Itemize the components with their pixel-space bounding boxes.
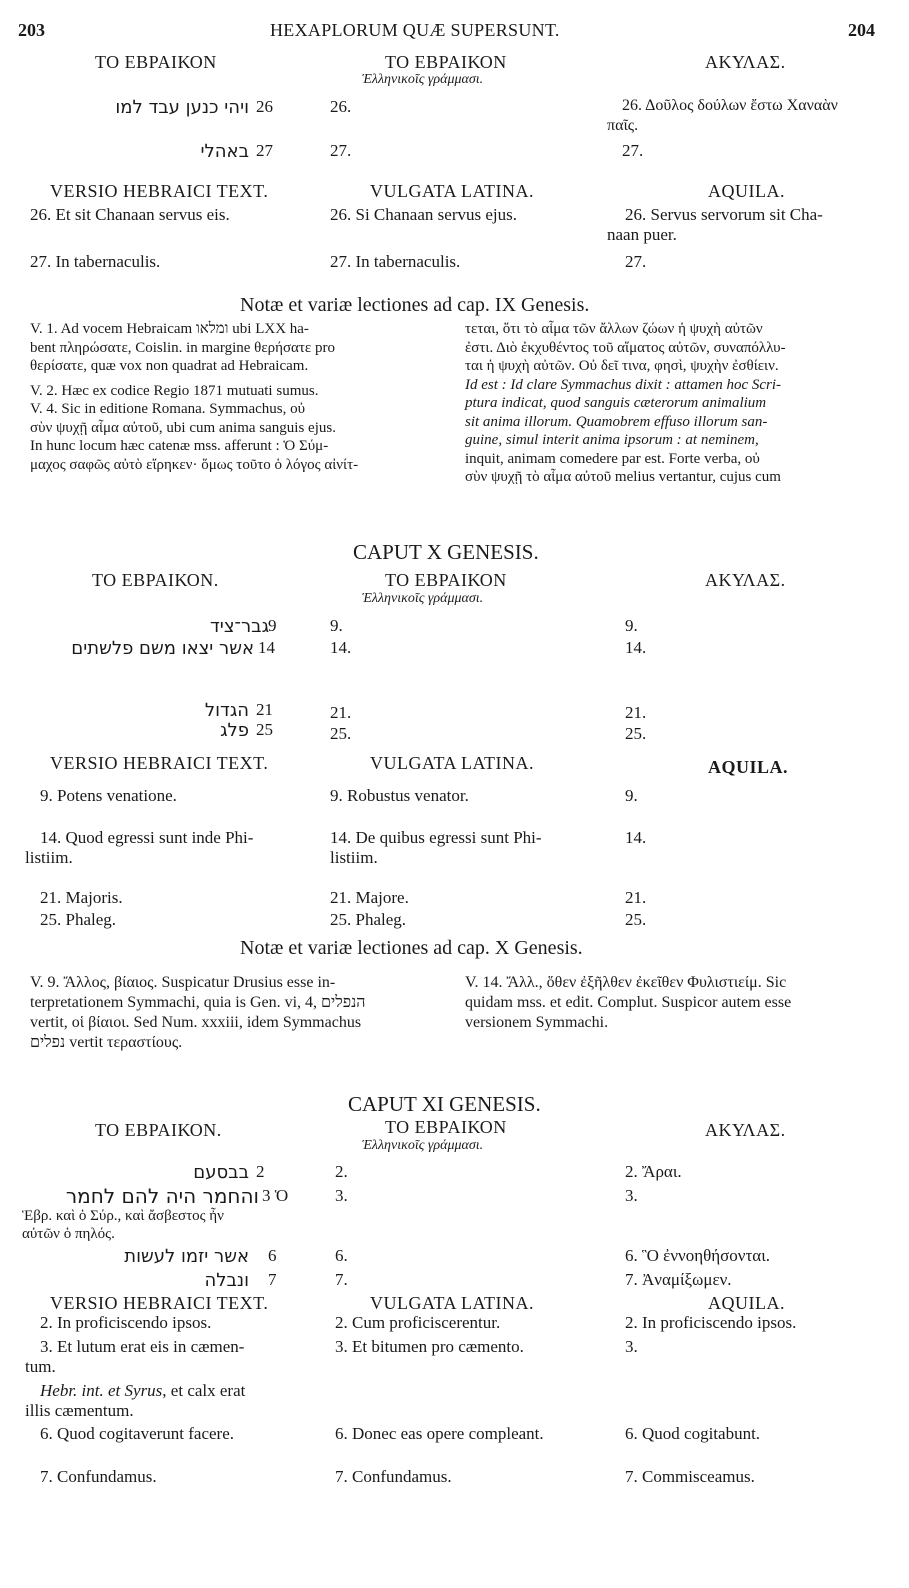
verse-number: 14. — [625, 638, 647, 657]
col-head-greek-letters: ΤΟ ΕΒΡΑΙΚΟΝ — [385, 1117, 507, 1137]
aquila-14: 14. — [625, 828, 647, 847]
vulgata-7: 7. Confundamus. — [335, 1467, 452, 1486]
vulgata-3: 3. Et bitumen pro cæmento. — [335, 1337, 524, 1356]
col-head-versio: VERSIO HEBRAICI TEXT. — [50, 753, 269, 773]
page-number-right: 204 — [848, 20, 875, 40]
note-line: θερίσατε, quæ vox non quadrat ad Hebraicam. — [30, 358, 309, 374]
verse-number: 3 Ὁ — [262, 1186, 289, 1205]
hebrew-verse-6: אשר יזמו לעשות — [124, 1246, 249, 1267]
note-line: versionem Symmachi. — [465, 1014, 609, 1031]
col-head-hebrew: ΤΟ ΕΒΡΑΙΚΟΝ — [95, 52, 217, 72]
notes-cap10-left — [30, 973, 450, 1053]
note-line: guine, simul interit anima ipsorum : at neminem, — [465, 432, 759, 448]
note-line: sit anima illorum. Quamobrem effuso illorum san- — [465, 413, 768, 430]
versio-2: 2. In proficiscendo ipsos. — [40, 1313, 212, 1332]
verse-number: 26 — [256, 97, 273, 116]
caput-x-title: CAPUT X GENESIS. — [353, 540, 539, 564]
aquila-25: 25. — [625, 910, 647, 929]
verse-number: 26. — [330, 97, 352, 116]
vulgata-9: 9. Robustus venator. — [330, 786, 469, 805]
verse-number: 6 — [268, 1246, 277, 1265]
greek-note-3: Ἑβρ. καὶ ὁ Σύρ., καὶ ἄσβεστος ἦν — [22, 1208, 224, 1224]
aquila-greek-6: 6. Ὃ ἐννοηθήσονται. — [625, 1246, 771, 1265]
versio-3: 3. Et lutum erat eis in cæmen- — [40, 1337, 245, 1356]
col-head-hebrew: ΤΟ ΕΒΡΑΙΚΟΝ. — [92, 570, 219, 590]
aquila-greek-26: 26. Δοῦλος δούλων ἔστω Χαναὰν — [622, 97, 838, 114]
note-line: V. 14. Ἄλλ., ὅθεν ἐξῆλθεν ἐκεῖθεν Φυλιστιείμ. Sic — [465, 974, 787, 991]
verse-number: 14. — [330, 638, 352, 657]
greek-note-3-cont: αὐτῶν ὁ πηλός. — [22, 1226, 115, 1242]
versio-14-cont: listiim. — [25, 848, 73, 867]
verse-number: 3. — [335, 1186, 348, 1205]
caput-xi-title: CAPUT XI GENESIS. — [348, 1092, 541, 1116]
versio-27: 27. In tabernaculis. — [30, 252, 161, 271]
versio-3-cont: tum. — [25, 1357, 56, 1376]
vulgata-14-cont: listiim. — [330, 848, 378, 867]
notes-cap9-right — [465, 320, 880, 487]
col-head-versio: VERSIO HEBRAICI TEXT. — [50, 1293, 269, 1313]
vulgata-27: 27. In tabernaculis. — [330, 252, 461, 271]
note-line: τεται, ὅτι τὸ αἷμα τῶν ἄλλων ζώων ἡ ψυχὴ αὐτῶν — [465, 321, 763, 337]
col-head-aquila-greek: ΑΚΥΛΑΣ. — [705, 570, 786, 590]
note-line: terpretationem Symmachi, quia is Gen. vi, 4, הנפלים — [30, 994, 366, 1011]
note-line: quidam mss. et edit. Complut. Suspicor autem esse — [465, 994, 792, 1011]
running-title: HEXAPLORUM QUÆ SUPERSUNT. — [270, 20, 560, 40]
verse-number: 7 — [268, 1270, 277, 1289]
note-line: vertit, οἱ βίαιοι. Sed Num. xxxiii, idem Symmachus — [30, 1014, 362, 1031]
col-head-vulgata: VULGATA LATINA. — [370, 753, 535, 773]
verse-number: 9. — [330, 616, 343, 635]
col-head-greek-letters-sub: Ἑλληνικοῖς γράμμασι. — [362, 591, 484, 606]
col-head-greek-letters-sub: Ἑλληνικοῖς γράμμασι. — [362, 72, 484, 87]
verse-number: 25 — [256, 720, 273, 739]
versio-3-note-text: , et calx erat — [162, 1381, 246, 1400]
vulgata-21: 21. Majore. — [330, 888, 409, 907]
aquila-3: 3. — [625, 1337, 638, 1356]
verse-number: 27. — [622, 141, 644, 160]
hebrew-verse-21: הגדול — [204, 700, 249, 721]
col-head-aquila-greek: ΑΚΥΛΑΣ. — [705, 52, 786, 72]
note-line: σὺν ψυχῇ αἷμα αὐτοῦ, ubi cum anima sanguis ejus. — [30, 419, 336, 436]
aquila-27: 27. — [625, 252, 647, 271]
verse-number: 9. — [625, 616, 638, 635]
col-head-vulgata: VULGATA LATINA. — [370, 1293, 535, 1313]
hebrew-verse-2: בבסעם — [193, 1162, 249, 1183]
versio-9: 9. Potens venatione. — [40, 786, 177, 805]
verse-number: 3. — [625, 1186, 638, 1205]
page-number-left: 203 — [18, 20, 45, 40]
verse-number: 21. — [625, 703, 647, 722]
versio-3-note-italic: Hebr. int. et Syrus — [40, 1381, 163, 1400]
verse-number: 25. — [330, 724, 352, 743]
vulgata-2: 2. Cum proficiscerentur. — [335, 1313, 501, 1332]
note-line: V. 4. Sic in editione Romana. Symmachus, οὐ — [30, 401, 306, 417]
verse-number: 14 — [258, 638, 275, 657]
hebrew-verse-9: גבר־ציד — [209, 616, 269, 637]
notes-title-cap9: Notæ et variæ lectiones ad cap. IX Genesis. — [240, 294, 590, 316]
note-line: μαχος σαφῶς αὐτὸ εἴρηκεν· ὅμως τοῦτο ὁ λόγος αἰνίτ- — [30, 456, 359, 473]
col-head-hebrew: ΤΟ ΕΒΡΑΙΚΟΝ. — [95, 1120, 222, 1140]
vulgata-14: 14. De quibus egressi sunt Phi- — [330, 828, 542, 847]
note-line: inquit, animam comedere par est. Forte verba, οὐ — [465, 450, 760, 467]
versio-21: 21. Majoris. — [40, 888, 123, 907]
col-head-greek-letters: ΤΟ ΕΒΡΑΙΚΟΝ — [385, 570, 507, 590]
note-line: V. 2. Hæc ex codice Regio 1871 mutuati sumus. — [30, 382, 319, 399]
versio-3-note-cont: illis cæmentum. — [25, 1401, 134, 1420]
versio-26: 26. Et sit Chanaan servus eis. — [30, 205, 230, 224]
verse-number: 2 — [256, 1162, 265, 1181]
hebrew-verse-27: באהלי — [200, 141, 249, 162]
hebrew-verse-26: ויהי כנען עבד למו — [115, 97, 249, 118]
verse-number: 2. — [335, 1162, 348, 1181]
aquila-7: 7. Commisceamus. — [625, 1467, 755, 1486]
verse-number: 6. — [335, 1246, 348, 1265]
verse-number: 9 — [268, 616, 277, 635]
versio-3-note — [40, 1381, 245, 1401]
hebrew-verse-7: ונבלה — [204, 1270, 249, 1291]
note-line: V. 9. Ἄλλος, βίαιος. Suspicatur Drusius esse in- — [30, 974, 336, 991]
note-line: נפלים vertit τεραστίους. — [30, 1034, 183, 1051]
note-line: In hunc locum hæc catenæ mss. afferunt : Ὁ Σύμ- — [30, 438, 329, 454]
col-head-aquila-greek: ΑΚΥΛΑΣ. — [705, 1120, 786, 1140]
notes-title-cap10: Notæ et variæ lectiones ad cap. X Genesis. — [240, 937, 583, 959]
note-line: V. 1. Ad vocem Hebraicam ומלאו ubi LXX ha- — [30, 321, 309, 337]
versio-25: 25. Phaleg. — [40, 910, 117, 929]
note-line: σὺν ψυχῇ τὸ αἷμα αὐτοῦ melius vertantur, cujus cum — [465, 469, 781, 485]
notes-cap10-right — [465, 973, 880, 1033]
verse-number: 27. — [330, 141, 352, 160]
versio-14: 14. Quod egressi sunt inde Phi- — [40, 828, 254, 847]
aquila-greek-26-cont: παῖς. — [607, 117, 639, 134]
note-line: Id est : Id clare Symmachus dixit : attamen hoc Scri- — [465, 376, 782, 393]
note-line: bent πληρώσατε, Coislin. in margine θερήσατε pro — [30, 339, 335, 356]
col-head-aquila: AQUILA. — [708, 757, 789, 777]
versio-6: 6. Quod cogitaverunt facere. — [40, 1424, 234, 1443]
verse-number: 25. — [625, 724, 647, 743]
aquila-9: 9. — [625, 786, 638, 805]
vulgata-26: 26. Si Chanaan servus ejus. — [330, 205, 517, 224]
col-head-aquila: AQUILA. — [708, 181, 785, 201]
vulgata-25: 25. Phaleg. — [330, 910, 407, 929]
aquila-greek-2: 2. Ἄραι. — [625, 1162, 682, 1181]
verse-number: 27 — [256, 141, 273, 160]
note-line: ἐστι. Διὸ ἐκχυθέντος τοῦ αἵματος αὐτῶν, συναπόλλυ- — [465, 339, 786, 356]
hebrew-verse-3: והחמר היה להם לחמר — [65, 1184, 259, 1208]
col-head-greek-letters-sub: Ἑλληνικοῖς γράμμασι. — [362, 1138, 484, 1153]
note-line: ptura indicat, quod sanguis cæterorum animalium — [465, 395, 767, 411]
hebrew-verse-25: פלג — [220, 720, 249, 741]
col-head-aquila: AQUILA. — [708, 1293, 785, 1313]
note-line: ται ἡ ψυχὴ αὐτῶν. Οὐ δεῖ τινα, φησὶ, ψυχὴν ἐσθίειν. — [465, 358, 779, 374]
col-head-vulgata: VULGATA LATINA. — [370, 181, 535, 201]
aquila-6: 6. Quod cogitabunt. — [625, 1424, 761, 1443]
aquila-21: 21. — [625, 888, 647, 907]
aquila-greek-7: 7. Ἀναμίξωμεν. — [625, 1270, 732, 1289]
col-head-greek-letters: ΤΟ ΕΒΡΑΙΚΟΝ — [385, 52, 507, 72]
verse-number: 21 — [256, 700, 273, 719]
col-head-versio: VERSIO HEBRAICI TEXT. — [50, 181, 269, 201]
aquila-26: 26. Servus servorum sit Cha- — [625, 205, 823, 224]
aquila-2: 2. In proficiscendo ipsos. — [625, 1313, 797, 1332]
vulgata-6: 6. Donec eas opere compleant. — [335, 1424, 544, 1443]
versio-7: 7. Confundamus. — [40, 1467, 157, 1486]
hebrew-verse-14: אשר יצאו משם פלשתים — [71, 638, 254, 659]
notes-cap9-left — [30, 320, 450, 474]
verse-number: 21. — [330, 703, 352, 722]
verse-number: 7. — [335, 1270, 348, 1289]
aquila-26-cont: naan puer. — [607, 225, 677, 244]
